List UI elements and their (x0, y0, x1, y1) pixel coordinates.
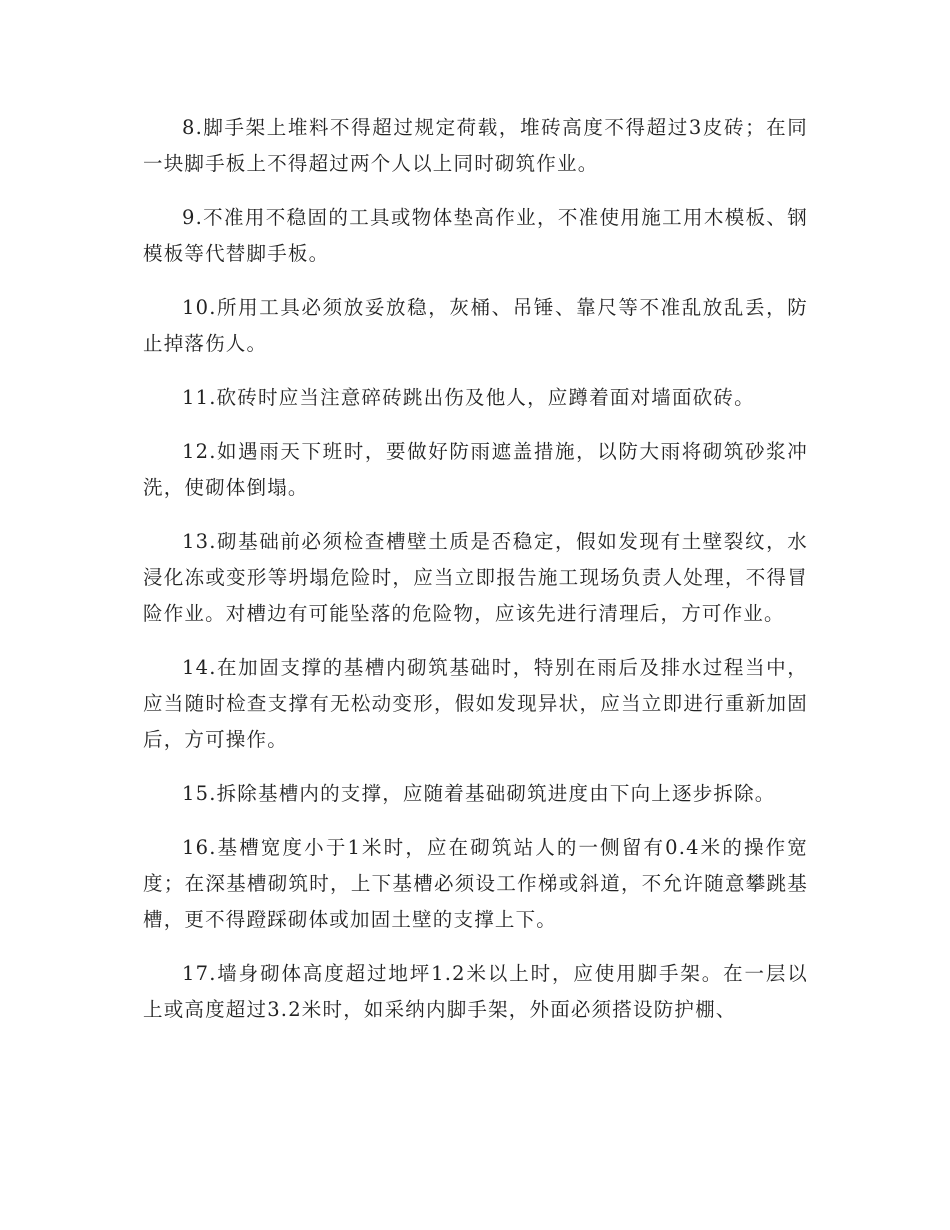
paragraph-13: 13.砌基础前必须检查槽壁土质是否稳定，假如发现有土壁裂纹，水浸化冻或变形等坍塌危险时，应当立即报告施工现场负责人处理，不得冒险作业。对槽边有可能坠落的危险物，应该先进行清理后，方可作业。 (143, 530, 808, 625)
paragraph-11: 11.砍砖时应当注意碎砖跳出伤及他人，应蹲着面对墙面砍砖。 (182, 386, 755, 409)
document-body (143, 110, 808, 1046)
paragraph-17: 17.墙身砌体高度超过地坪1.2米以上时，应使用脚手架。在一层以上或高度超过3.2米时，如采纳内脚手架，外面必须搭设防护棚、 (143, 962, 808, 1021)
paragraph-8: 8.脚手架上堆料不得超过规定荷载，堆砖高度不得超过3皮砖；在同一块脚手板上不得超过两个人以上同时砌筑作业。 (143, 116, 808, 175)
paragraph-12: 12.如遇雨天下班时，要做好防雨遮盖措施，以防大雨将砌筑砂浆冲洗，使砌体倒塌。 (143, 440, 808, 499)
paragraph-10: 10.所用工具必须放妥放稳，灰桶、吊锤、靠尺等不准乱放乱丢，防止掉落伤人。 (143, 296, 808, 355)
paragraph-14: 14.在加固支撑的基槽内砌筑基础时，特别在雨后及排水过程当中，应当随时检查支撑有无松动变形，假如发现异状，应当立即进行重新加固后，方可操作。 (143, 656, 808, 751)
paragraph-15: 15.拆除基槽内的支撑，应随着基础砌筑进度由下向上逐步拆除。 (182, 782, 776, 805)
paragraph-16: 16.基槽宽度小于1米时，应在砌筑站人的一侧留有0.4米的操作宽度；在深基槽砌筑时，上下基槽必须设工作梯或斜道，不允许随意攀跳基槽，更不得蹬踩砌体或加固土壁的支撑上下。 (143, 836, 808, 931)
paragraph-9: 9.不准用不稳固的工具或物体垫高作业，不准使用施工用木模板、钢模板等代替脚手板。 (143, 206, 808, 265)
